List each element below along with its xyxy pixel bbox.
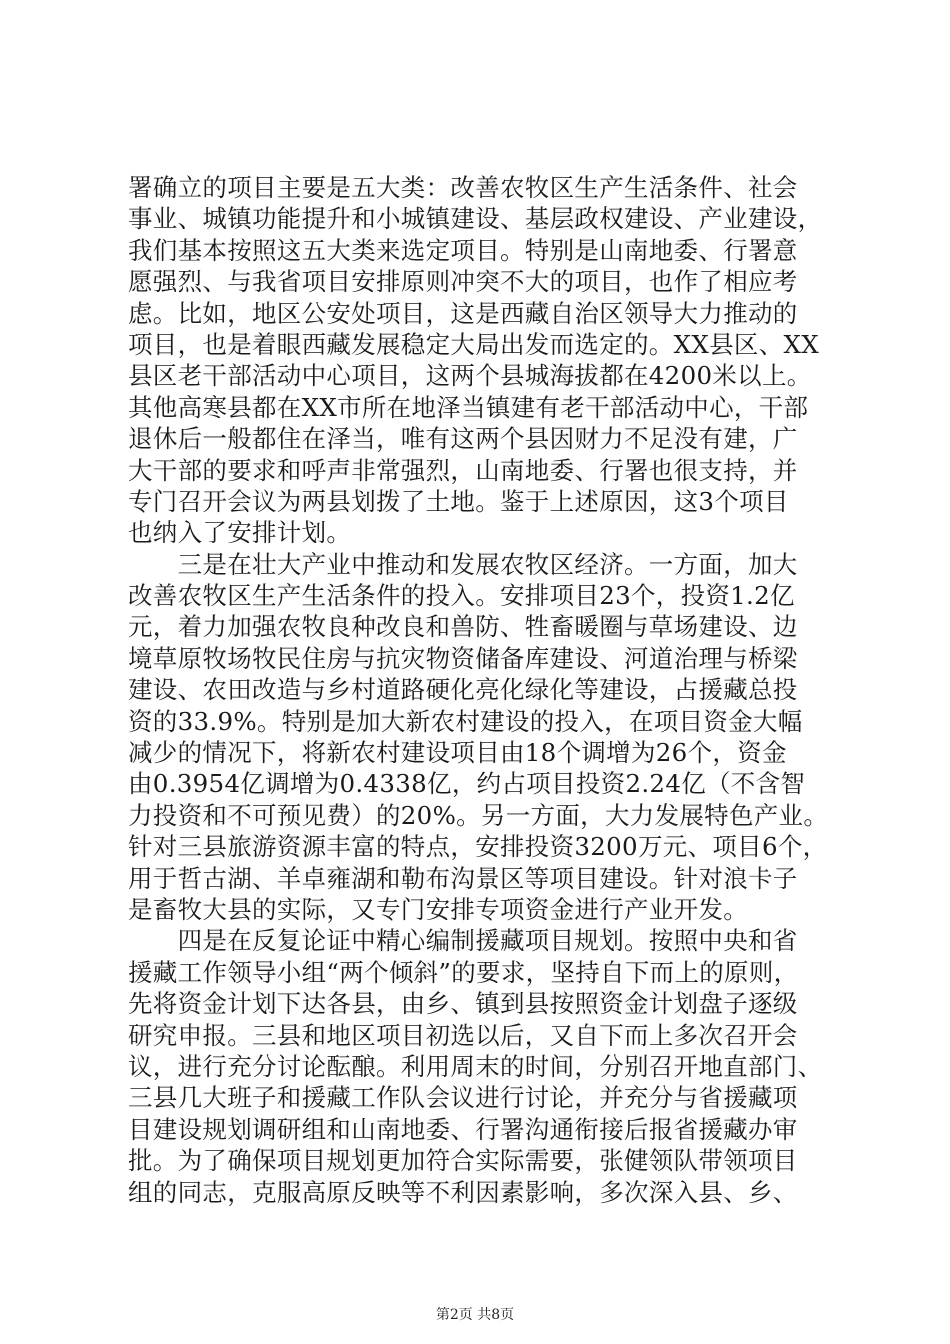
text-line: 专门召开会议为两县划拨了土地。鉴于上述原因，这3个项目: [128, 486, 789, 516]
text-line: 是畜牧大县的实际，又专门安排专项资金进行产业开发。: [128, 894, 748, 924]
text-line: 我们基本按照这五大类来选定项目。特别是山南地委、行署意: [128, 235, 798, 265]
text-line: 目建设规划调研组和山南地委、行署沟通衔接后报省援藏办审: [128, 1114, 798, 1144]
text-line: 县区老干部活动中心项目，这两个县城海拔都在4200米以上。: [128, 361, 812, 391]
text-line: 四是在反复论证中精心编制援藏项目规划。按照中央和省: [128, 926, 798, 956]
text-line: 愿强烈、与我省项目安排原则冲突不大的项目，也作了相应考: [128, 267, 798, 297]
page-number-footer: 第2页 共8页: [435, 1307, 515, 1323]
text-line: 改善农牧区生产生活条件的投入。安排项目23个，投资1.2亿: [128, 581, 795, 611]
text-line: 援藏工作领导小组“两个倾斜”的要求，坚持自下而上的原则，: [128, 957, 799, 987]
text-line: 三县几大班子和援藏工作队会议进行讨论，并充分与省援藏项: [128, 1083, 798, 1113]
text-line: 署确立的项目主要是五大类：改善农牧区生产生活条件、社会: [128, 173, 798, 202]
text-line: 境草原牧场牧民住房与抗灾物资储备库建设、河道治理与桥梁: [128, 643, 798, 673]
text-line: 力投资和不可预见费）的20%。另一方面，大力发展特色产业。: [128, 800, 829, 830]
text-line: 其他高寒县都在XX市所在地泽当镇建有老干部活动中心，干部: [128, 392, 809, 422]
text-line: 组的同志，克服高原反映等不利因素影响，多次深入县、乡、: [128, 1177, 798, 1207]
text-line: 虑。比如，地区公安处项目，这是西藏自治区领导大力推动的: [128, 298, 798, 328]
text-line: 针对三县旅游资源丰富的特点，安排投资3200万元、项目6个，: [128, 832, 828, 862]
text-line: 项目，也是着眼西藏发展稳定大局出发而选定的。XX县区、XX: [128, 329, 819, 359]
text-line: 三是在壮大产业中推动和发展农牧区经济。一方面，加大: [128, 549, 798, 579]
text-line: 事业、城镇功能提升和小城镇建设、基层政权建设、产业建设，: [128, 204, 823, 234]
text-line: 先将资金计划下达各县，由乡、镇到县按照资金计划盘子逐级: [128, 989, 798, 1019]
text-line: 减少的情况下，将新农村建设项目由18个调增为26个，资金: [128, 738, 787, 768]
text-line: 用于哲古湖、羊卓雍湖和勒布沟景区等项目建设。针对浪卡子: [128, 863, 798, 893]
text-line: 资的33.9%。特别是加大新农村建设的投入，在项目资金大幅: [128, 706, 803, 736]
body-text: [128, 172, 828, 1208]
text-line: 研究申报。三县和地区项目初选以后，又自下而上多次召开会: [128, 1020, 798, 1050]
text-line: 由0.3954亿调增为0.4338亿，约占项目投资2.24亿（不含智: [128, 769, 806, 799]
text-line: 元，着力加强农牧良种改良和兽防、牲畜暖圈与草场建设、边: [128, 612, 798, 642]
text-line: 批。为了确保项目规划更加符合实际需要，张健领队带领项目: [128, 1146, 798, 1176]
text-line: 议，进行充分讨论酝酿。利用周末的时间，分别召开地直部门、: [128, 1051, 823, 1081]
text-line: 建设、农田改造与乡村道路硬化亮化绿化等建设，占援藏总投: [128, 675, 798, 705]
text-line: 也纳入了安排计划。: [128, 518, 352, 548]
text-line: 大干部的要求和呼声非常强烈，山南地委、行署也很支持，并: [128, 455, 798, 485]
text-line: 退休后一般都住在泽当，唯有这两个县因财力不足没有建，广: [128, 424, 798, 454]
